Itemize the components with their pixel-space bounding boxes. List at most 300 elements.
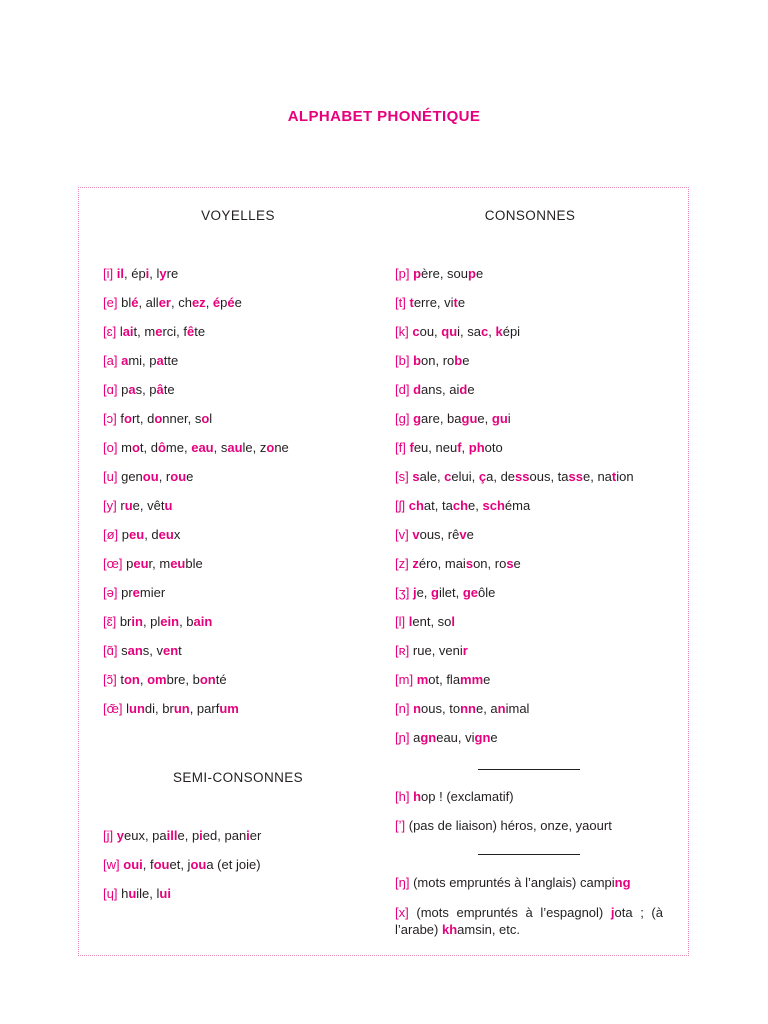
example-text: , <box>461 440 469 455</box>
highlighted-letters: ç <box>478 469 487 484</box>
example-text: r, m <box>148 556 171 571</box>
highlighted-letters: sch <box>482 498 505 513</box>
example-text: a, de <box>486 469 516 484</box>
highlighted-letters: p <box>413 266 422 281</box>
highlighted-letters: um <box>219 701 239 716</box>
highlighted-letters: r <box>462 643 468 658</box>
phoneme-row <box>103 828 261 857</box>
highlighted-letters: an <box>127 643 143 658</box>
phoneme-symbol: [j] <box>103 828 114 843</box>
example-text: p <box>121 527 130 542</box>
highlighted-letters: ain <box>193 614 213 629</box>
highlighted-letters: eu <box>129 527 145 542</box>
highlighted-letters: y <box>116 828 124 843</box>
highlighted-letters: nn <box>460 701 476 716</box>
phoneme-symbol: [ɔ̃] <box>103 672 117 687</box>
highlighted-letters: d <box>459 382 468 397</box>
example-text: le, z <box>242 440 267 455</box>
phoneme-row <box>395 353 634 382</box>
highlighted-letters: ch <box>408 498 424 513</box>
highlighted-letters: f <box>409 440 414 455</box>
phoneme-row <box>103 701 289 730</box>
highlighted-letters: a <box>128 382 136 397</box>
example-text: , s <box>213 440 228 455</box>
example-text: pr <box>121 585 133 600</box>
phoneme-symbol: [ʼ] <box>395 818 406 833</box>
phoneme-symbol: [ŋ] <box>395 875 410 890</box>
highlighted-letters: ou <box>190 857 207 872</box>
example-text: r <box>120 498 125 513</box>
phoneme-row <box>103 353 289 382</box>
example-text: e, <box>416 585 432 600</box>
example-text: ans, ai <box>421 382 460 397</box>
highlighted-letters: g <box>431 585 439 600</box>
example-text: nner, s <box>162 411 202 426</box>
example-text: mi, p <box>128 353 157 368</box>
phoneme-symbol: [ø] <box>103 527 119 542</box>
highlighted-letters: on <box>199 672 216 687</box>
phoneme-symbol: [t] <box>395 295 406 310</box>
highlighted-letters: ein <box>160 614 180 629</box>
highlighted-letters: er <box>158 295 171 310</box>
highlighted-letters: j <box>412 585 417 600</box>
phoneme-symbol: [ʒ] <box>395 585 410 600</box>
phoneme-row <box>103 295 289 324</box>
example-text: f <box>120 411 124 426</box>
highlighted-letters: ê <box>187 324 195 339</box>
phoneme-symbol: [ɲ] <box>395 730 410 745</box>
highlighted-letters: gu <box>461 411 478 426</box>
example-text: amsin, etc. <box>457 922 520 937</box>
highlighted-letters: l <box>408 614 413 629</box>
example-text: a <box>413 730 421 745</box>
example-text: i <box>507 411 511 426</box>
highlighted-letters: ai <box>122 324 134 339</box>
example-text: s, v <box>142 643 163 658</box>
example-text: , parf <box>189 701 220 716</box>
divider <box>478 854 580 855</box>
example-text: r <box>412 643 418 658</box>
highlighted-letters: ng <box>614 875 631 890</box>
highlighted-letters: eu <box>133 556 149 571</box>
highlighted-letters: t <box>453 295 458 310</box>
example-text: e <box>467 382 475 397</box>
divider <box>478 769 580 770</box>
example-text: (pas de liaison) héros, onze, yaourt <box>408 818 612 833</box>
highlighted-letters: eu <box>170 556 186 571</box>
phoneme-row <box>395 789 612 818</box>
example-text: ent, so <box>412 614 452 629</box>
example-text: a (et joie) <box>206 857 261 872</box>
example-text: éma <box>504 498 531 513</box>
example-text: , l <box>149 266 160 281</box>
example-text: imal <box>505 701 530 716</box>
heading-consonnes: CONSONNES <box>484 208 576 223</box>
example-text: , ép <box>123 266 146 281</box>
highlighted-letters: ge <box>462 585 478 600</box>
highlighted-letters: ô <box>157 440 166 455</box>
highlighted-letters: ou <box>153 857 170 872</box>
highlighted-letters: a <box>121 353 129 368</box>
example-text: er <box>249 828 262 843</box>
phoneme-row <box>395 498 634 527</box>
example-text: e, a <box>475 701 498 716</box>
phoneme-row <box>103 469 289 498</box>
phoneme-symbol: [ʀ] <box>395 643 410 658</box>
example-text: br <box>119 614 132 629</box>
phoneme-row <box>395 295 634 324</box>
phoneme-row <box>103 498 289 527</box>
highlighted-letters: o <box>266 440 275 455</box>
phoneme-row <box>103 643 289 672</box>
example-text: té <box>215 672 227 687</box>
highlighted-letters: y <box>159 266 167 281</box>
highlighted-letters: ui <box>159 886 171 901</box>
phoneme-symbol: [o] <box>103 440 118 455</box>
example-text: x <box>173 527 181 542</box>
highlighted-letters: é <box>212 295 221 310</box>
highlighted-letters: é <box>131 295 139 310</box>
phoneme-symbol: [m] <box>395 672 414 687</box>
example-text: e <box>513 556 521 571</box>
example-text: mier <box>139 585 166 600</box>
phoneme-row <box>103 672 289 701</box>
example-text: et, j <box>169 857 191 872</box>
example-text: rt, d <box>131 411 155 426</box>
example-text: t, d <box>139 440 158 455</box>
highlighted-letters: oui <box>123 857 143 872</box>
highlighted-letters: o <box>154 411 163 426</box>
highlighted-letters: m <box>416 672 429 687</box>
consonnes-list <box>395 266 634 759</box>
highlighted-letters: p <box>468 266 476 281</box>
highlighted-letters: i <box>246 828 250 843</box>
example-text: s <box>121 643 128 658</box>
phoneme-symbol: [ɛ̃] <box>103 614 117 629</box>
phoneme-symbol: [ə] <box>103 585 118 600</box>
highlighted-letters: s <box>412 469 420 484</box>
highlighted-letters: kh <box>441 922 458 937</box>
aspirated-h-list <box>395 789 612 847</box>
highlighted-letters: i <box>145 266 150 281</box>
example-text: e <box>483 672 491 687</box>
phoneme-symbol: [u] <box>103 469 118 484</box>
phoneme-symbol: [l] <box>395 614 406 629</box>
phoneme-row <box>395 643 634 672</box>
phoneme-row <box>103 527 289 556</box>
phoneme-row <box>103 857 261 886</box>
phoneme-symbol: [œ] <box>103 556 123 571</box>
example-text: elui, <box>451 469 479 484</box>
highlighted-letters: b <box>413 353 422 368</box>
phoneme-row <box>103 440 289 469</box>
example-text: ed, pan <box>202 828 247 843</box>
example-text: eu, neu <box>413 440 458 455</box>
example-text: ota ; (à l’arabe) <box>395 905 663 937</box>
highlighted-letters: ill <box>166 828 178 843</box>
example-text: , f <box>142 857 154 872</box>
example-text: , r <box>158 469 171 484</box>
example-text: p <box>126 556 134 571</box>
phoneme-symbol: [f] <box>395 440 406 455</box>
example-text: te <box>194 324 206 339</box>
phoneme-symbol: [b] <box>395 353 410 368</box>
example-text: i, sa <box>457 324 482 339</box>
phoneme-symbol: [v] <box>395 527 409 542</box>
highlighted-letters: ss <box>568 469 583 484</box>
phoneme-symbol: [p] <box>395 266 410 281</box>
highlighted-letters: o <box>201 411 210 426</box>
highlighted-letters: in <box>131 614 143 629</box>
example-text: h <box>121 886 129 901</box>
highlighted-letters: c <box>481 324 489 339</box>
example-text: ilet, <box>438 585 463 600</box>
example-text: t, m <box>133 324 156 339</box>
page-title: ALPHABET PHONÉTIQUE <box>287 108 481 125</box>
phoneme-row <box>103 266 289 295</box>
example-text: l <box>119 324 123 339</box>
example-text: eau, vi <box>436 730 475 745</box>
highlighted-letters: f <box>457 440 462 455</box>
example-text: e, <box>477 411 492 426</box>
example-text: , <box>139 672 148 687</box>
highlighted-letters: un <box>173 701 190 716</box>
highlighted-letters: v <box>412 527 420 542</box>
highlighted-letters: au <box>227 440 243 455</box>
example-text: at, ta <box>423 498 453 513</box>
phoneme-symbol: [ɛ] <box>103 324 117 339</box>
phoneme-symbol: [x] <box>395 905 409 920</box>
highlighted-letters: om <box>147 672 167 687</box>
heading-semi-consonnes: SEMI-CONSONNES <box>172 770 304 785</box>
phoneme-row <box>103 886 261 915</box>
highlighted-letters: h <box>413 789 422 804</box>
example-text: , ch <box>170 295 192 310</box>
example-text: bre, b <box>166 672 200 687</box>
example-text: ère, sou <box>421 266 469 281</box>
example-text: p <box>220 295 228 310</box>
example-text: , b <box>179 614 194 629</box>
highlighted-letters: j <box>610 905 615 920</box>
phoneme-symbol: [w] <box>103 857 120 872</box>
highlighted-letters: z <box>412 556 419 571</box>
example-text: e, <box>468 498 483 513</box>
example-text: ale, <box>419 469 445 484</box>
phoneme-symbol: [œ̃] <box>103 701 123 716</box>
highlighted-letters: u <box>128 886 137 901</box>
heading-voyelles: VOYELLES <box>201 208 275 223</box>
phoneme-symbol: [ɔ] <box>103 411 117 426</box>
highlighted-letters: ou <box>142 469 159 484</box>
highlighted-letters: u <box>124 498 133 513</box>
example-text: erre, vi <box>413 295 454 310</box>
example-text: ion <box>616 469 634 484</box>
phoneme-row <box>103 324 289 353</box>
highlighted-letters: on <box>123 672 140 687</box>
highlighted-letters: n <box>413 701 422 716</box>
highlighted-letters: i <box>199 828 203 843</box>
example-text: , <box>488 324 496 339</box>
example-text: tte <box>163 353 179 368</box>
example-text: e, vêt <box>132 498 165 513</box>
example-text: ous, rê <box>419 527 460 542</box>
highlighted-letters: o <box>123 411 132 426</box>
example-text: t <box>178 643 182 658</box>
highlighted-letters: c <box>412 324 420 339</box>
highlighted-letters: gu <box>491 411 508 426</box>
example-text: e <box>475 266 484 281</box>
example-text: épi <box>502 324 521 339</box>
phoneme-row <box>395 730 634 759</box>
phoneme-row <box>395 701 634 730</box>
phoneme-row <box>395 818 612 847</box>
phoneme-row <box>103 411 289 440</box>
phoneme-symbol: [k] <box>395 324 409 339</box>
highlighted-letters: ch <box>452 498 469 513</box>
highlighted-letters: en <box>163 643 179 658</box>
highlighted-letters: ph <box>468 440 485 455</box>
example-text: e <box>457 295 466 310</box>
highlighted-letters: qu <box>441 324 458 339</box>
example-text: l <box>126 701 130 716</box>
phoneme-symbol: [i] <box>103 266 114 281</box>
highlighted-letters: c <box>444 469 452 484</box>
example-text: ou, <box>419 324 442 339</box>
example-text: s, p <box>135 382 157 397</box>
phoneme-row <box>103 382 289 411</box>
phoneme-symbol: [n] <box>395 701 410 716</box>
phoneme-row <box>395 556 634 585</box>
highlighted-letters: d <box>413 382 422 397</box>
phoneme-row <box>395 324 634 353</box>
phoneme-row <box>103 614 289 643</box>
example-text: ous, to <box>421 701 461 716</box>
example-text: , d <box>144 527 159 542</box>
example-text: op ! (exclamatif) <box>421 789 514 804</box>
example-text: ôle <box>478 585 496 600</box>
example-text: p <box>121 382 129 397</box>
phoneme-symbol: [a] <box>103 353 118 368</box>
phoneme-row <box>395 411 634 440</box>
phoneme-symbol: [ɑ̃] <box>103 643 118 658</box>
voyelles-list <box>103 266 289 730</box>
phoneme-symbol: [h] <box>395 789 410 804</box>
phoneme-symbol: [ɥ] <box>103 886 118 901</box>
highlighted-letters: b <box>454 353 463 368</box>
phoneme-symbol: [e] <box>103 295 118 310</box>
example-text: are, ba <box>421 411 462 426</box>
example-text: ile, l <box>136 886 160 901</box>
example-text: l <box>209 411 213 426</box>
highlighted-letters: eau <box>191 440 214 455</box>
example-text: , <box>205 295 213 310</box>
highlighted-letters: il <box>116 266 124 281</box>
example-text: ous, ta <box>529 469 569 484</box>
highlighted-letters: e <box>155 324 163 339</box>
highlighted-letters: e <box>132 585 140 600</box>
highlighted-letters: s <box>506 556 514 571</box>
phoneme-symbol: [s] <box>395 469 409 484</box>
phoneme-row <box>395 875 663 904</box>
highlighted-letters: gn <box>420 730 437 745</box>
example-text: on, ro <box>473 556 507 571</box>
highlighted-letters: ou <box>170 469 187 484</box>
example-text: ble <box>185 556 203 571</box>
example-text: te <box>163 382 175 397</box>
phoneme-row <box>395 440 634 469</box>
highlighted-letters: g <box>413 411 422 426</box>
example-text: on, ro <box>421 353 455 368</box>
example-text: rci, f <box>162 324 188 339</box>
phoneme-row <box>103 585 289 614</box>
phoneme-symbol: [y] <box>103 498 117 513</box>
highlighted-letters: ez <box>191 295 206 310</box>
highlighted-letters: a <box>156 353 164 368</box>
highlighted-letters: un <box>129 701 145 716</box>
phoneme-symbol: [g] <box>395 411 410 426</box>
semi-consonnes-list <box>103 828 261 915</box>
highlighted-letters: u <box>164 498 173 513</box>
phoneme-row <box>395 266 634 295</box>
phoneme-row <box>103 556 289 585</box>
phoneme-symbol: [ɑ] <box>103 382 118 397</box>
highlighted-letters: t <box>409 295 414 310</box>
highlighted-letters: n <box>497 701 506 716</box>
example-text: e <box>490 730 498 745</box>
highlighted-letters: v <box>459 527 467 542</box>
example-text: t <box>120 672 124 687</box>
phoneme-row <box>395 672 634 701</box>
example-text: (mots empruntés à l’anglais) campi <box>413 875 615 890</box>
borrowed-sounds-list <box>395 875 663 937</box>
phoneme-symbol: [z] <box>395 556 409 571</box>
phoneme-row <box>395 904 663 937</box>
example-text: ue, veni <box>417 643 463 658</box>
highlighted-letters: k <box>495 324 503 339</box>
example-text: e <box>462 353 470 368</box>
example-text: ot, fla <box>428 672 461 687</box>
phoneme-row <box>395 585 634 614</box>
highlighted-letters: o <box>131 440 140 455</box>
example-text: e, p <box>177 828 200 843</box>
highlighted-letters: t <box>611 469 617 484</box>
example-text: m <box>121 440 132 455</box>
phoneme-row <box>395 469 634 498</box>
phoneme-symbol: [d] <box>395 382 410 397</box>
example-text: re <box>166 266 179 281</box>
highlighted-letters: ss <box>515 469 530 484</box>
highlighted-letters: eu <box>158 527 174 542</box>
example-text: eux, pa <box>123 828 167 843</box>
phoneme-row <box>395 614 634 643</box>
example-text: oto <box>484 440 503 455</box>
highlighted-letters: l <box>451 614 456 629</box>
example-text: e <box>186 469 194 484</box>
highlighted-letters: â <box>156 382 164 397</box>
highlighted-letters: mm <box>460 672 484 687</box>
example-text: me, <box>165 440 192 455</box>
highlighted-letters: gn <box>474 730 491 745</box>
highlighted-letters: é <box>227 295 235 310</box>
phoneme-row <box>395 527 634 556</box>
example-text: , pl <box>142 614 161 629</box>
example-text: bl <box>121 295 132 310</box>
phoneme-row <box>395 382 634 411</box>
example-text: di, br <box>144 701 174 716</box>
example-text: (mots empruntés à l’espagnol) <box>416 905 611 920</box>
example-text: gen <box>121 469 143 484</box>
example-text: e, na <box>583 469 612 484</box>
